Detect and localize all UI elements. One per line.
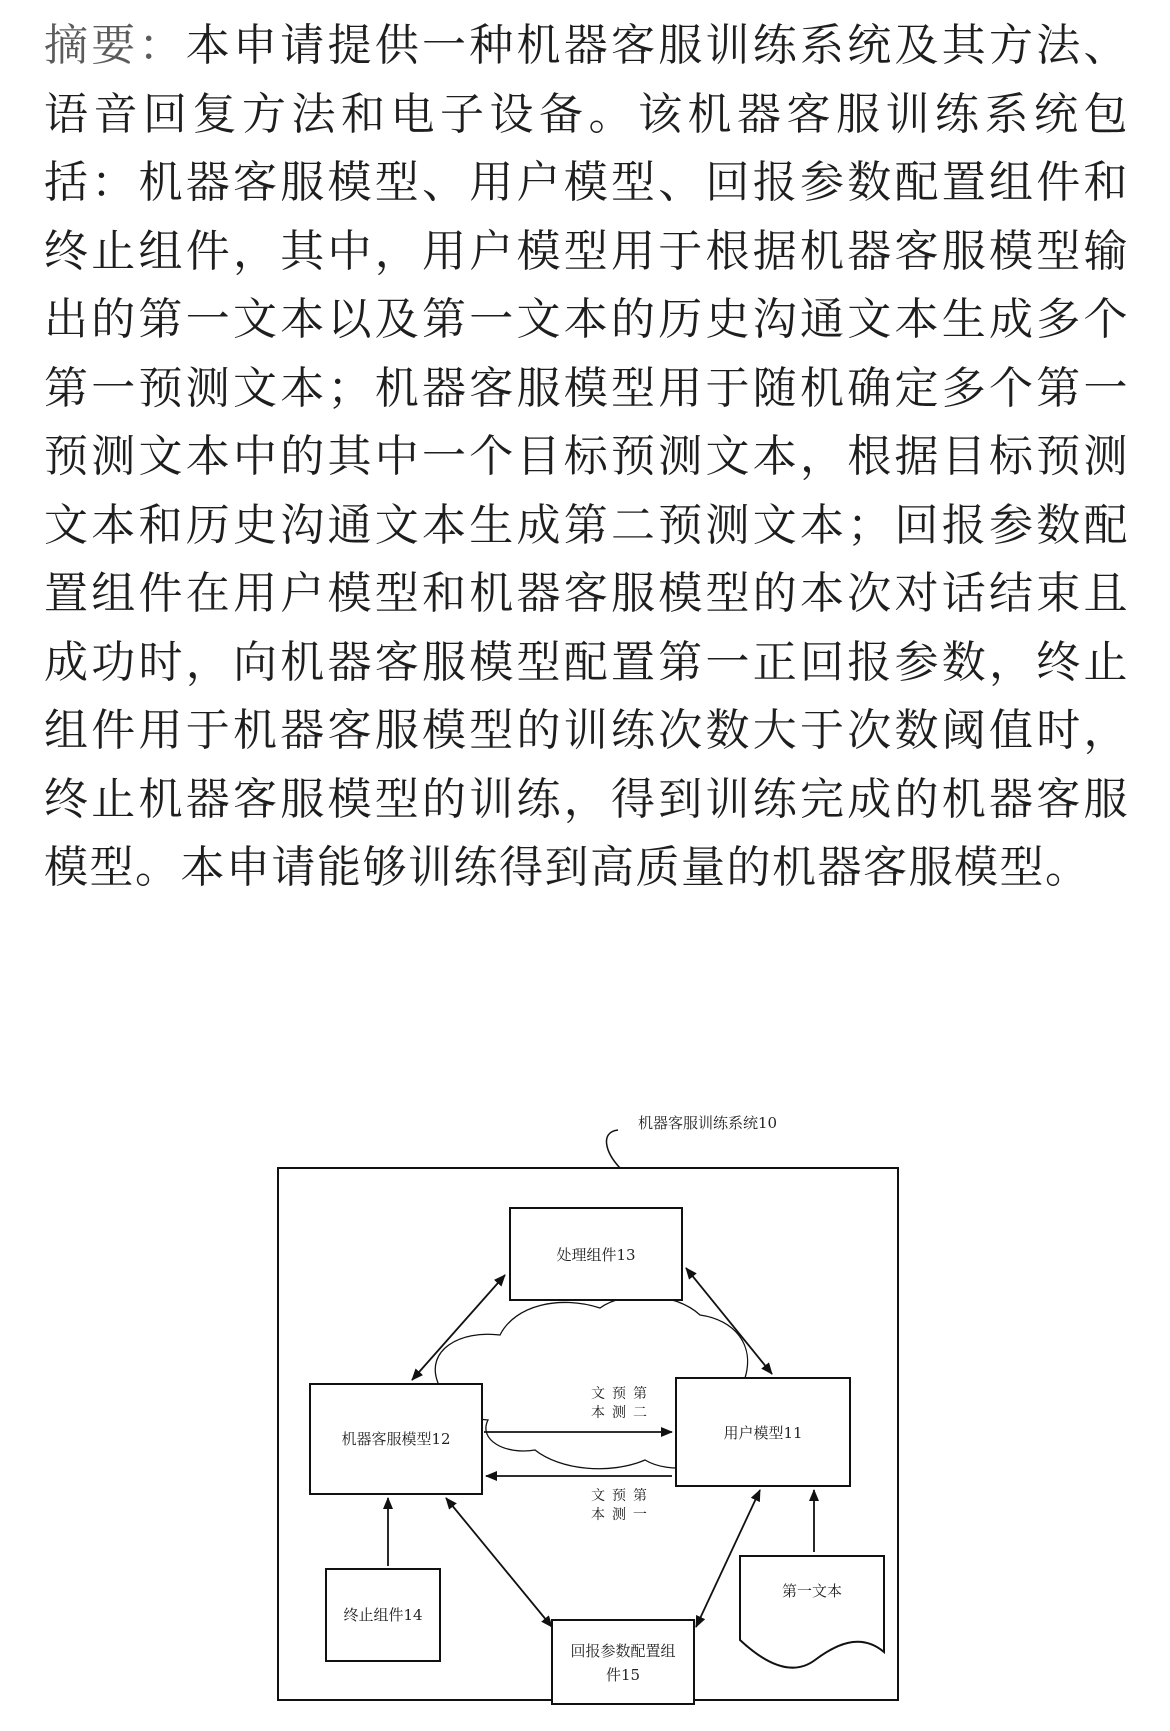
abstract-label: 摘要： (44, 20, 186, 71)
prediction-char: 测 (612, 1405, 626, 1421)
arrow-reward-robot (446, 1498, 552, 1627)
prediction-char: 测 (612, 1507, 626, 1523)
reward-config-label-line1: 回报参数配置组 (570, 1642, 676, 1660)
user-model-label: 用户模型11 (723, 1424, 803, 1442)
processing-component-label: 处理组件13 (556, 1246, 636, 1264)
prediction-char: 预 (612, 1488, 626, 1504)
prediction-char: 本 (591, 1507, 605, 1523)
first-prediction-label (591, 1488, 647, 1523)
first-text-label: 第一文本 (781, 1582, 843, 1600)
system-callout-line (606, 1130, 620, 1168)
first-text-document (740, 1556, 884, 1668)
prediction-char: 第 (633, 1386, 647, 1402)
prediction-char: 一 (633, 1507, 647, 1523)
robot-model-label: 机器客服模型12 (341, 1430, 451, 1448)
prediction-char: 二 (633, 1405, 647, 1421)
prediction-char: 预 (612, 1386, 626, 1402)
prediction-char: 第 (633, 1488, 647, 1504)
prediction-char: 文 (591, 1488, 605, 1504)
reward-config-label-line2: 件15 (605, 1666, 641, 1684)
reward-config-box (552, 1620, 694, 1704)
prediction-char: 本 (591, 1405, 605, 1421)
system-label: 机器客服训练系统10 (638, 1114, 778, 1132)
terminate-component-label: 终止组件14 (343, 1606, 423, 1624)
abstract-text: 本申请提供一种机器客服训练系统及其方法、语音回复方法和电子设备。该机器客服训练系统包括：机器客服模型、用户模型、回报参数配置组件和终止组件，其中，用户模型用于根据机器客服模型输出的第一文本以及第一文本的历史沟通文本生成多个第一预测文本；机器客服模型用于随机确定多个第一预测文本中的其中一个目标预测文本，根据目标预测文本和历史沟通文本生成第二预测文本；回报参数配置组件在用户模型和机器客服模型的本次对话结束且成功时，向机器客服模型配置第一正回报参数，终止组件用于机器客服模型的训练次数大于次数阈值时，终止机器客服模型的训练，得到训练完成的机器客服模型。本申请能够训练得到高质量的机器客服模型。 (44, 20, 1129, 893)
prediction-char: 文 (591, 1386, 605, 1402)
